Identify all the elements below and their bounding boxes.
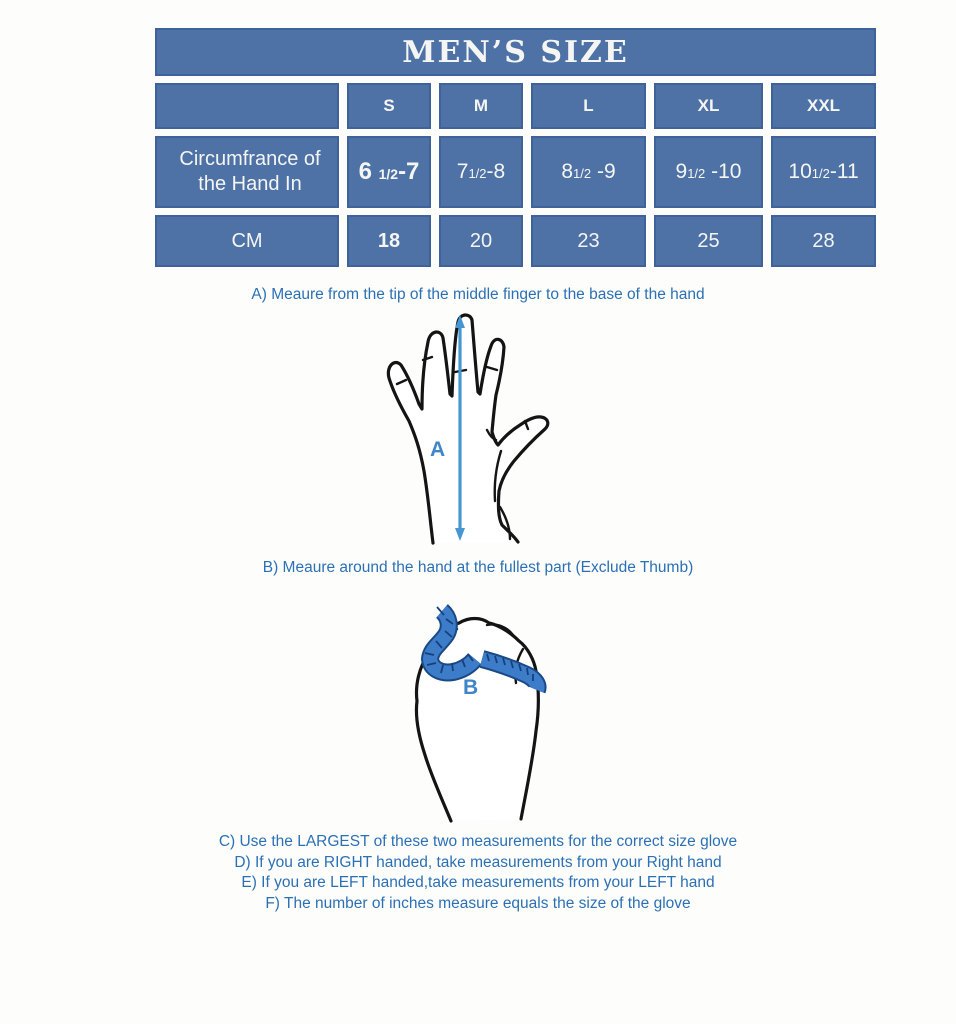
circumference-XL: 91/2 -10 <box>654 136 763 208</box>
mens-size-table <box>147 21 884 274</box>
circumference-XXL: 101/2-11 <box>771 136 876 208</box>
header-blank-cell <box>155 83 339 129</box>
col-header-XL: XL <box>654 83 763 129</box>
instructions-block <box>0 832 956 914</box>
fist-tape-illustration <box>389 597 601 825</box>
circumference-row-label: Circumfrance of the Hand In <box>155 136 339 208</box>
hand-diagram-label: A <box>430 438 446 461</box>
open-hand-illustration <box>352 309 610 547</box>
instruction-a: A) Meaure from the tip of the middle finger to the base of the hand <box>251 286 705 303</box>
instruction-c: C) Use the LARGEST of these two measurements for the correct size glove <box>218 833 738 850</box>
cm-S: 18 <box>347 215 431 267</box>
instruction-e: E) If you are LEFT handed,take measurements from your LEFT hand <box>241 874 715 892</box>
cm-L: 23 <box>531 215 646 267</box>
size-header-row <box>155 83 876 129</box>
fist-diagram-label: B <box>463 676 479 699</box>
cm-XXL: 28 <box>771 215 876 267</box>
instruction-f: F) The number of inches measure equals the size of the glove <box>265 894 691 912</box>
instruction-b: B) Meaure around the hand at the fullest part (Exclude Thumb) <box>262 559 694 576</box>
col-header-S: S <box>347 83 431 129</box>
cm-XL: 25 <box>654 215 763 267</box>
circumference-row <box>155 136 876 208</box>
col-header-XXL: XXL <box>771 83 876 129</box>
col-header-L: L <box>531 83 646 129</box>
cm-M: 20 <box>439 215 523 267</box>
cm-row <box>155 215 876 267</box>
hand-outline <box>388 315 547 543</box>
table-title: MEN’S SIZE <box>155 28 876 76</box>
instruction-d: D) If you are RIGHT handed, take measurements from your Right hand <box>234 853 722 871</box>
circumference-S: 6 1/2-7 <box>347 136 431 208</box>
col-header-M: M <box>439 83 523 129</box>
table-title-row <box>155 28 876 76</box>
circumference-L: 81/2 -9 <box>531 136 646 208</box>
cm-row-label: CM <box>155 215 339 267</box>
circumference-M: 71/2-8 <box>439 136 523 208</box>
